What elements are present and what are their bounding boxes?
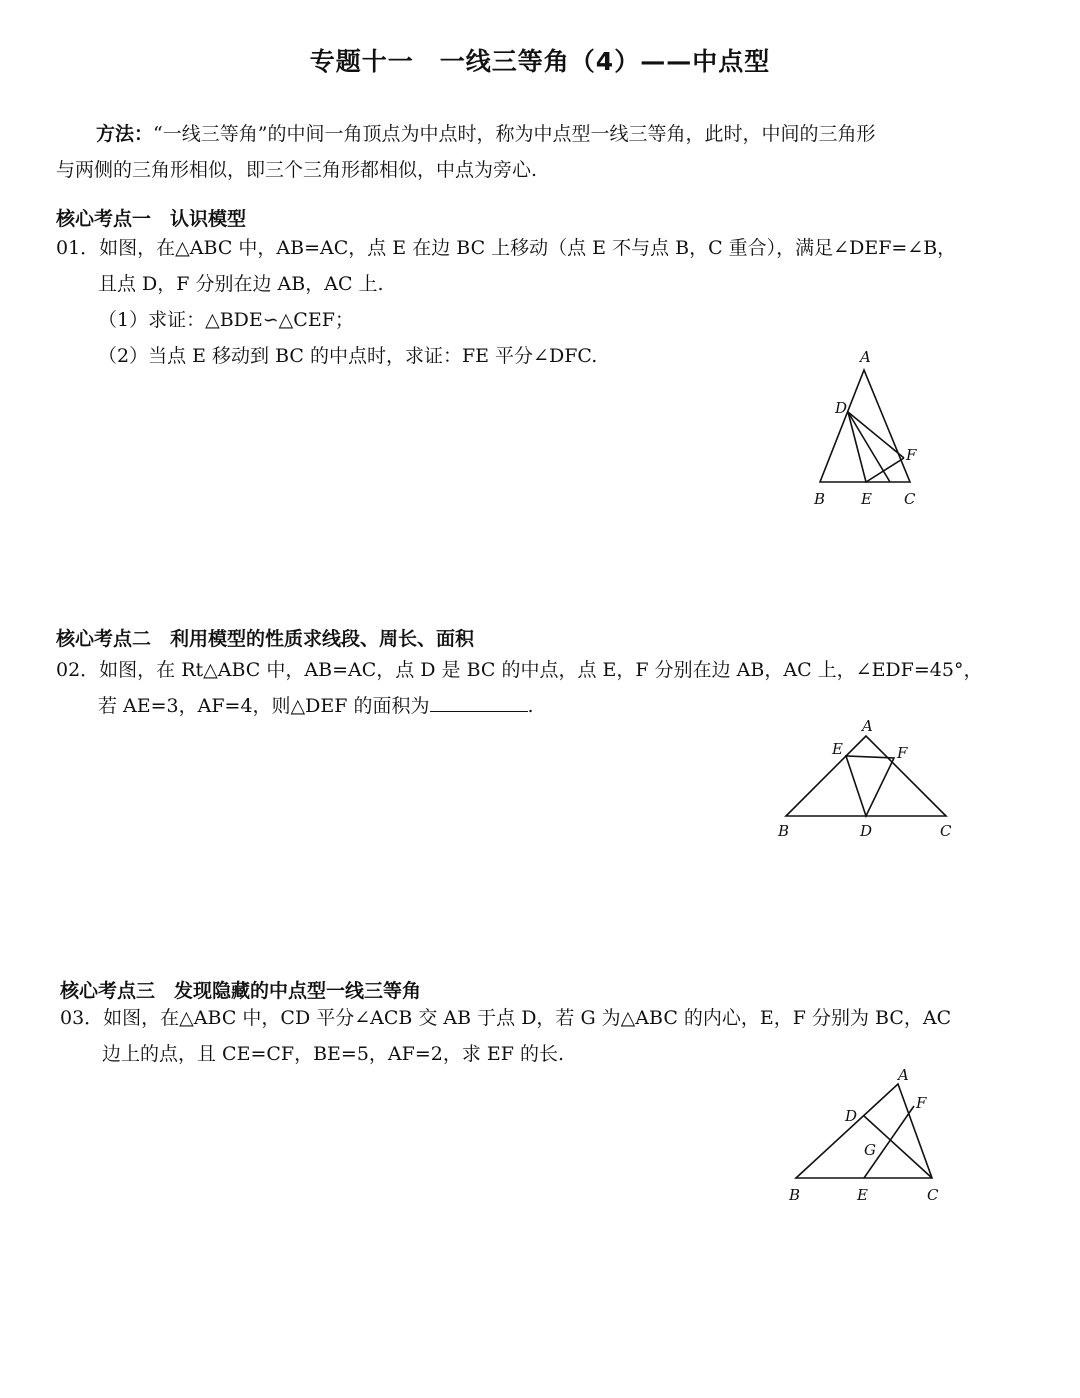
q2-line-1: 02．如图，在 Rt△ABC 中，AB=AC，点 D 是 BC 的中点，点 E，F 分别在边 AB，AC 上，∠EDF=45°， bbox=[56, 659, 983, 681]
fig3-label-e: E bbox=[857, 1186, 868, 1204]
q1-part-2: （2）当点 E 移动到 BC 的中点时，求证：FE 平分∠DFC. bbox=[98, 345, 598, 367]
q1-line-2: 且点 D，F 分别在边 AB，AC 上. bbox=[98, 273, 384, 295]
fig3-label-c: C bbox=[927, 1186, 939, 1204]
fig2-triangle-def bbox=[846, 756, 894, 816]
fig3-label-a: A bbox=[898, 1066, 909, 1084]
section-heading-1: 核心考点一 认识模型 bbox=[56, 208, 247, 230]
answer-blank[interactable] bbox=[430, 691, 528, 712]
fig3-triangle-abc bbox=[796, 1084, 932, 1178]
fig1-line-df bbox=[848, 412, 904, 458]
fig2-label-d: D bbox=[860, 822, 873, 840]
fig2-triangle-abc bbox=[786, 736, 946, 816]
fig2-label-a: A bbox=[862, 717, 873, 735]
fig2-label-b: B bbox=[778, 822, 790, 840]
fig1-label-f: F bbox=[906, 446, 917, 464]
fig2-label-e: E bbox=[832, 740, 843, 758]
fig2-label-c: C bbox=[940, 822, 952, 840]
fig1-label-c: C bbox=[904, 490, 916, 508]
q1-line-1: 01．如图，在△ABC 中，AB=AC，点 E 在边 BC 上移动（点 E 不与点 B，C 重合），满足∠DEF=∠B， bbox=[56, 237, 957, 259]
q3-line-1: 03．如图，在△ABC 中，CD 平分∠ACB 交 AB 于点 D，若 G 为△ABC 的内心，E，F 分别为 BC，AC bbox=[60, 1007, 952, 1029]
fig1-label-d: D bbox=[835, 399, 848, 417]
fig3-label-d: D bbox=[845, 1107, 858, 1125]
q2-line-2-end: . bbox=[527, 695, 534, 717]
fig3-label-b: B bbox=[789, 1186, 801, 1204]
method-paragraph bbox=[56, 116, 1006, 188]
q1-part-1: （1）求证：△BDE∽△CEF； bbox=[98, 309, 354, 331]
fig1-label-e: E bbox=[861, 490, 872, 508]
q3-line-2: 边上的点，且 CE=CF，BE=5，AF=2，求 EF 的长. bbox=[102, 1043, 565, 1065]
fig3-label-f: F bbox=[916, 1094, 927, 1112]
fig1-line-d-c bbox=[848, 412, 890, 482]
fig1-label-a: A bbox=[860, 348, 871, 366]
fig3-label-g: G bbox=[864, 1141, 876, 1159]
section-heading-3: 核心考点三 发现隐藏的中点型一线三等角 bbox=[60, 980, 422, 1002]
fig1-label-b: B bbox=[814, 490, 826, 508]
fig2-label-f: F bbox=[897, 744, 908, 762]
figure-3 bbox=[780, 1060, 960, 1210]
section-heading-2: 核心考点二 利用模型的性质求线段、周长、面积 bbox=[56, 628, 475, 650]
method-line-1: “一线三等角”的中间一角顶点为中点时，称为中点型一线三等角，此时，中间的三角形 bbox=[153, 123, 876, 145]
method-label: 方法： bbox=[96, 123, 154, 145]
figure-1 bbox=[800, 340, 940, 520]
page-title: 专题十一 一线三等角（4）——中点型 bbox=[309, 47, 771, 76]
figure-2 bbox=[770, 712, 970, 846]
method-line-2: 与两侧的三角形相似，即三个三角形都相似，中点为旁心. bbox=[56, 159, 538, 181]
q2-line-2-text: 若 AE=3，AF=4，则△DEF 的面积为 bbox=[98, 695, 430, 717]
